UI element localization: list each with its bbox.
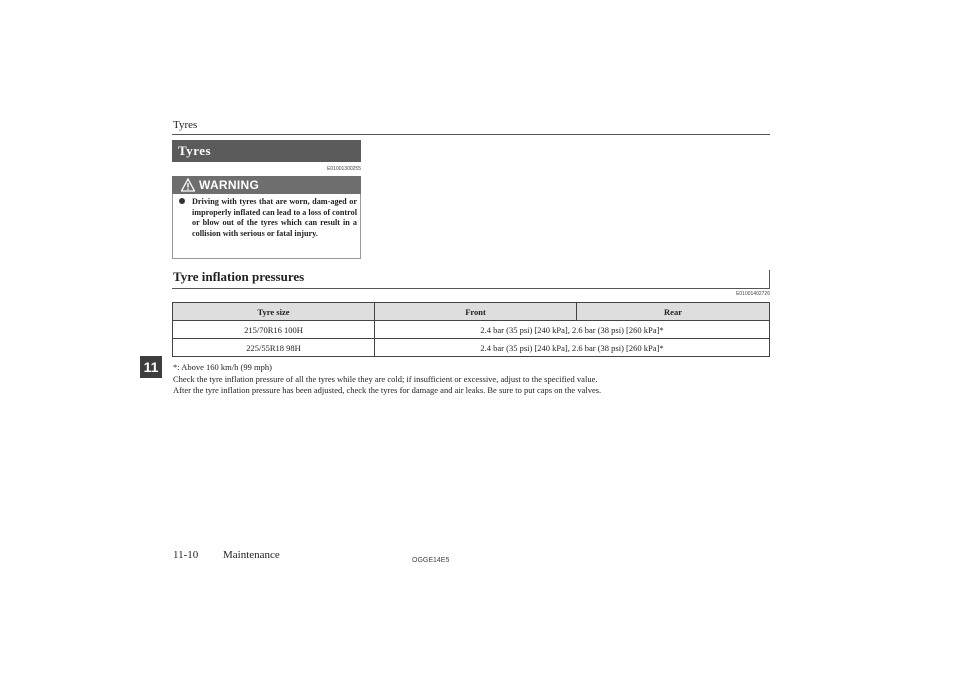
document-code: OGGE14E5	[412, 557, 450, 564]
table-header-row	[173, 303, 770, 321]
warning-triangle-icon	[181, 178, 195, 192]
warning-body	[179, 197, 357, 239]
subsection-title: Tyre inflation pressures	[173, 269, 305, 284]
tyre-size-cell: 225/55R18 98H	[173, 339, 375, 357]
chapter-name: Maintenance	[223, 549, 280, 561]
table-row	[173, 339, 770, 357]
header-tyre-size: Tyre size	[173, 303, 375, 321]
subsection-rule-right	[769, 270, 770, 288]
pressure-cell: 2.4 bar (35 psi) [240 kPa], 2.6 bar (38 psi) [260 kPa]*	[375, 321, 770, 339]
section-code: E01001300255	[327, 166, 361, 172]
warning-text: Driving with tyres that are worn, dam-aged or improperly inflated can lead to a loss of control or blow out of the tyres which can result in a collision with serious or fatal injury.	[192, 197, 357, 238]
chapter-tab: 11	[140, 356, 162, 378]
footnote: *: Above 160 km/h (99 mph)	[173, 362, 272, 372]
tyre-pressure-table	[172, 302, 770, 357]
subsection-rule	[172, 288, 770, 289]
section-title: Tyres	[172, 140, 361, 162]
note-line: After the tyre inflation pressure has been adjusted, check the tyres for damage and air leaks. Be sure to put caps on the valves.	[173, 385, 602, 395]
header-rule	[172, 134, 770, 135]
bullet-icon	[179, 198, 185, 204]
header-front: Front	[375, 303, 577, 321]
page-number: 11-10	[173, 549, 199, 561]
running-header: Tyres	[173, 119, 198, 131]
pressure-cell: 2.4 bar (35 psi) [240 kPa], 2.6 bar (38 psi) [260 kPa]*	[375, 339, 770, 357]
table-row	[173, 321, 770, 339]
warning-label: WARNING	[199, 178, 260, 192]
subsection-code: E01001402726	[736, 291, 770, 297]
warning-header	[172, 176, 361, 194]
notes	[173, 362, 773, 397]
tyre-size-cell: 215/70R16 100H	[173, 321, 375, 339]
note-line: Check the tyre inflation pressure of all the tyres while they are cold; if insufficient or excessive, adjust to the specified value.	[173, 373, 598, 384]
header-rear: Rear	[577, 303, 770, 321]
